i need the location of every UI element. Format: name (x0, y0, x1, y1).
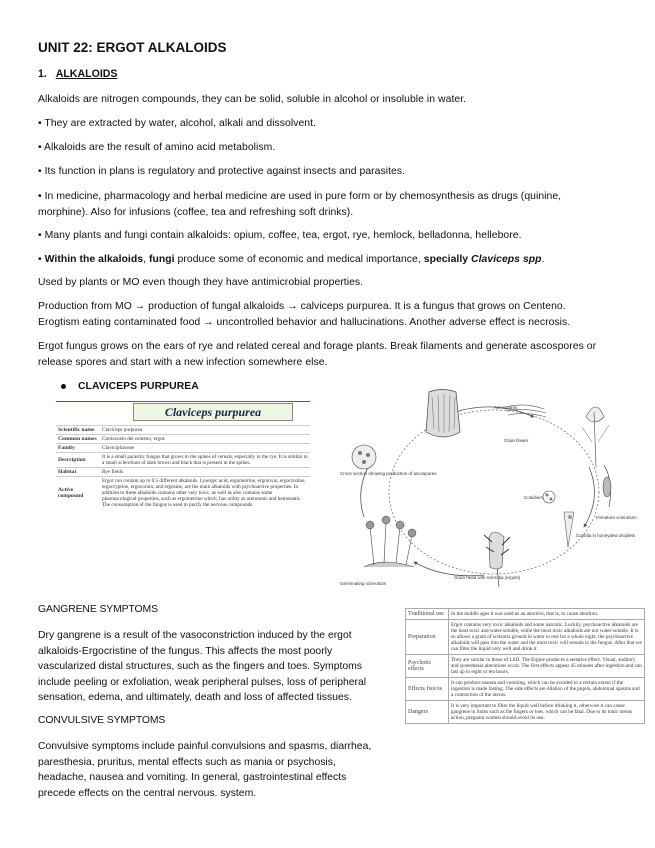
row-value: Cornezuelo del centeno, ergot. (100, 435, 310, 444)
perithecium-illustration (426, 390, 460, 438)
label-immature-sclerotium: Immature sclerotium (596, 515, 637, 520)
table-row (56, 435, 310, 444)
convulsive-line: paresthesia, pruritus, mental effects such as mania or psychosis, (38, 756, 336, 768)
bullet-plants: • Many plants and fungi contain alkaloids: opium, coffee, tea, ergot, rye, hemlock, belladonna, hellebore. (38, 230, 522, 241)
paragraph-ergot-line2: release spores and start with a new infection somewhere else. (38, 357, 328, 368)
table-row (56, 477, 310, 510)
row-key: Dangers (406, 701, 449, 724)
row-key: Psychotic effects (406, 655, 449, 678)
ergot-effects-table (405, 608, 645, 826)
row-key: Family (56, 444, 100, 453)
table-row (406, 701, 645, 724)
row-key: Common names (56, 435, 100, 444)
bullet-fungi: • Within the alkaloids, fungi produce some of economic and medical importance, specially Claviceps spp. (38, 254, 545, 265)
bullet-extraction: • They are extracted by water, alcohol, alkali and dissolvent. (38, 118, 317, 129)
table-top-rule (56, 401, 310, 402)
row-value: Claviceps purpurea (100, 426, 310, 435)
table-row (406, 609, 645, 620)
paragraph-production-line2: Erogtism eating contaminated food → uncontrolled behavior and hallucinations. Another adverse effect is necrosis. (38, 317, 571, 328)
row-value: Ergot can contain up to 0.5 different alkaloids. Lysergic acid, ergometrine, ergotoxin, ergocristine, ergocryptine, ergocornin, and ergosine, are the main alkaloids with psychoactive properties. In addition to these alkaloids contains other very toxic, as well as also contains some pharmacological properties, such as ergometrine which, has utility as uterotonic and hemostatic. The consumption of the fungus is used to purify the nervous compounds. (100, 477, 310, 510)
cycle-arrow (452, 407, 534, 417)
bullet-dot (61, 384, 66, 389)
row-value: It is very important to filter the liquid well before drinking it, otherwise it can cause gangrene in limbs such as the fingers or toes, which can be fatal. Due to its tonic uterus action, pregnant women should avoid its use. (449, 701, 645, 724)
label-grain-head: Grain head with sclerotia (ergots) (454, 575, 521, 580)
paragraph-production-line1: Production from MO → production of fungal alkaloids → calviceps purpurea. It is a fungus that grows on Centeno. (38, 301, 566, 312)
row-value: Rye fields (100, 468, 310, 477)
claviceps-heading: CLAVICEPS PURPUREA (78, 381, 199, 392)
section-title: ALKALOIDS (55, 68, 118, 80)
convulsive-line: headache, nausea and vomiting. In general, gastrointestinal effects (38, 772, 347, 784)
row-value: In the middle ages it was used as an abortive, that is, to cause abortion. (449, 609, 645, 620)
label-ascospores: Ascospores (494, 405, 518, 410)
paragraph-intro: Alkaloids are nitrogen compounds, they can be solid, soluble in alcohol or insoluble in water. (38, 94, 467, 105)
bullet-medicine-line1: • In medicine, pharmacology and herbal medicine are used in pure form or by chemosynthesis as drugs (quinine, (38, 191, 562, 202)
convulsive-line: Convulsive symptoms include painful convulsions and spasms, diarrhea, (38, 741, 372, 752)
table-row (56, 453, 310, 468)
row-value: It can produce nausea and vomiting, which can be avoided to a certain extent if the ingestion is made fasting. The side effects are dilation of the pupils, abdominal spasms and a contraction of the uterus. (449, 678, 645, 701)
label-grain-flower: Grain flower (504, 438, 529, 443)
convulsive-paragraph (38, 739, 398, 801)
immature-sclerotium-illustration (603, 465, 611, 507)
grain-flower-illustration (582, 407, 609, 467)
row-key: Habitat (56, 468, 100, 477)
section-heading-alkaloids (38, 68, 117, 80)
effects-table-body (405, 608, 645, 724)
label-conidia: Conidia in honeydew droplets (576, 533, 636, 538)
label-germinating-sclerotium: Germinating sclerotium (340, 581, 387, 586)
row-key: Traditional use (406, 609, 449, 620)
germinating-sclerotium-illustration (364, 516, 416, 567)
row-key: Scientific name (56, 426, 100, 435)
table-row (406, 678, 645, 701)
bullet-function: • Its function in plans is regulatory and protective against insects and parasites. (38, 166, 406, 177)
row-value: Clavicipitaceae (100, 444, 310, 453)
cross-section-illustration (352, 445, 376, 469)
bullet-metabolism: • Alkaloids are the result of amino acid metabolism. (38, 142, 276, 153)
cycle-arrow (584, 467, 594, 527)
row-key: Effects fisicos (406, 678, 449, 701)
row-value: It is a small parasitic fungus that grows in the spikes of cereals, especially in the rye. It is similar to a small sclerotium of dark brown and black that is present in the spikes. (100, 453, 310, 468)
table-row (406, 620, 645, 655)
gangrene-line: sensation, edema, and ultimately, death and loss of affected tissues. (38, 692, 352, 704)
bullet-medicine-line2: morphine). Also for infusions (coffee, tea and refreshing soft drinks). (38, 207, 354, 218)
paragraph-ergot-line1: Ergot fungus grows on the ears of rye and related cereal and forage plants. Break filaments and generate ascospores or (38, 341, 597, 352)
table-title: Claviceps purpurea (133, 403, 293, 421)
claviceps-life-cycle-diagram (334, 387, 646, 592)
table-row (56, 444, 310, 453)
label-cross-section: Cross section showing production of ascospores (340, 471, 437, 476)
table-row (56, 426, 310, 435)
row-value: They are similar to those of LSD. The Ergine produces a sedative effect. Visual, auditory and synesthesia alterations occur. The first effects appear 45 minutes after ingestion and can last up to eight or ten hours. (449, 655, 645, 678)
section-number: 1. (38, 68, 47, 80)
claviceps-info-table (56, 401, 310, 595)
conidia-illustration (564, 512, 574, 547)
gangrene-heading: GANGRENE SYMPTOMS (38, 604, 158, 615)
cycle-arrow (414, 562, 484, 576)
convulsive-heading: CONVULSIVE SYMPTOMS (38, 715, 166, 726)
gangrene-line: Dry gangrene is a result of the vasoconstriction induced by the ergot (38, 630, 352, 641)
gangrene-line: vascularized distal structures, such as the fingers and toes. Symptoms (38, 661, 362, 673)
row-value: Ergot contains very toxic alkaloids and some narcotic. Luckily, psychoactive alkaloids are the least toxic and water-soluble, while the most toxic alkaloids are not water-soluble. It is so allows a gram of sclerotia ground in water to rest for a whole night, the psychoactive alkaloids will pass into the water and the most toxic will remain in the fungus. After that we can filter the liquid very well and drink it. (449, 620, 645, 655)
table-row (56, 468, 310, 477)
conidium-illustration (543, 491, 555, 503)
paragraph-mo: Used by plants or MO even though they have antimicrobial properties. (38, 277, 364, 288)
table-row (406, 655, 645, 678)
label-conidium: Conidium (524, 495, 544, 500)
convulsive-line: precede effects on the central nervous. system. (38, 787, 257, 799)
row-key: Description (56, 453, 100, 468)
row-key: Active compound (56, 477, 100, 510)
gangrene-paragraph (38, 628, 398, 706)
gangrene-line: alkaloids-Ergocristine of the fungus. This affects the most poorly (38, 645, 333, 657)
page-title: UNIT 22: ERGOT ALKALOIDS (38, 40, 227, 55)
gangrene-line: include peeling or exfoliation, weak peripheral pulses, loss of peripheral (38, 676, 367, 688)
claviceps-table-body (56, 425, 310, 509)
row-key: Preparation (406, 620, 449, 655)
